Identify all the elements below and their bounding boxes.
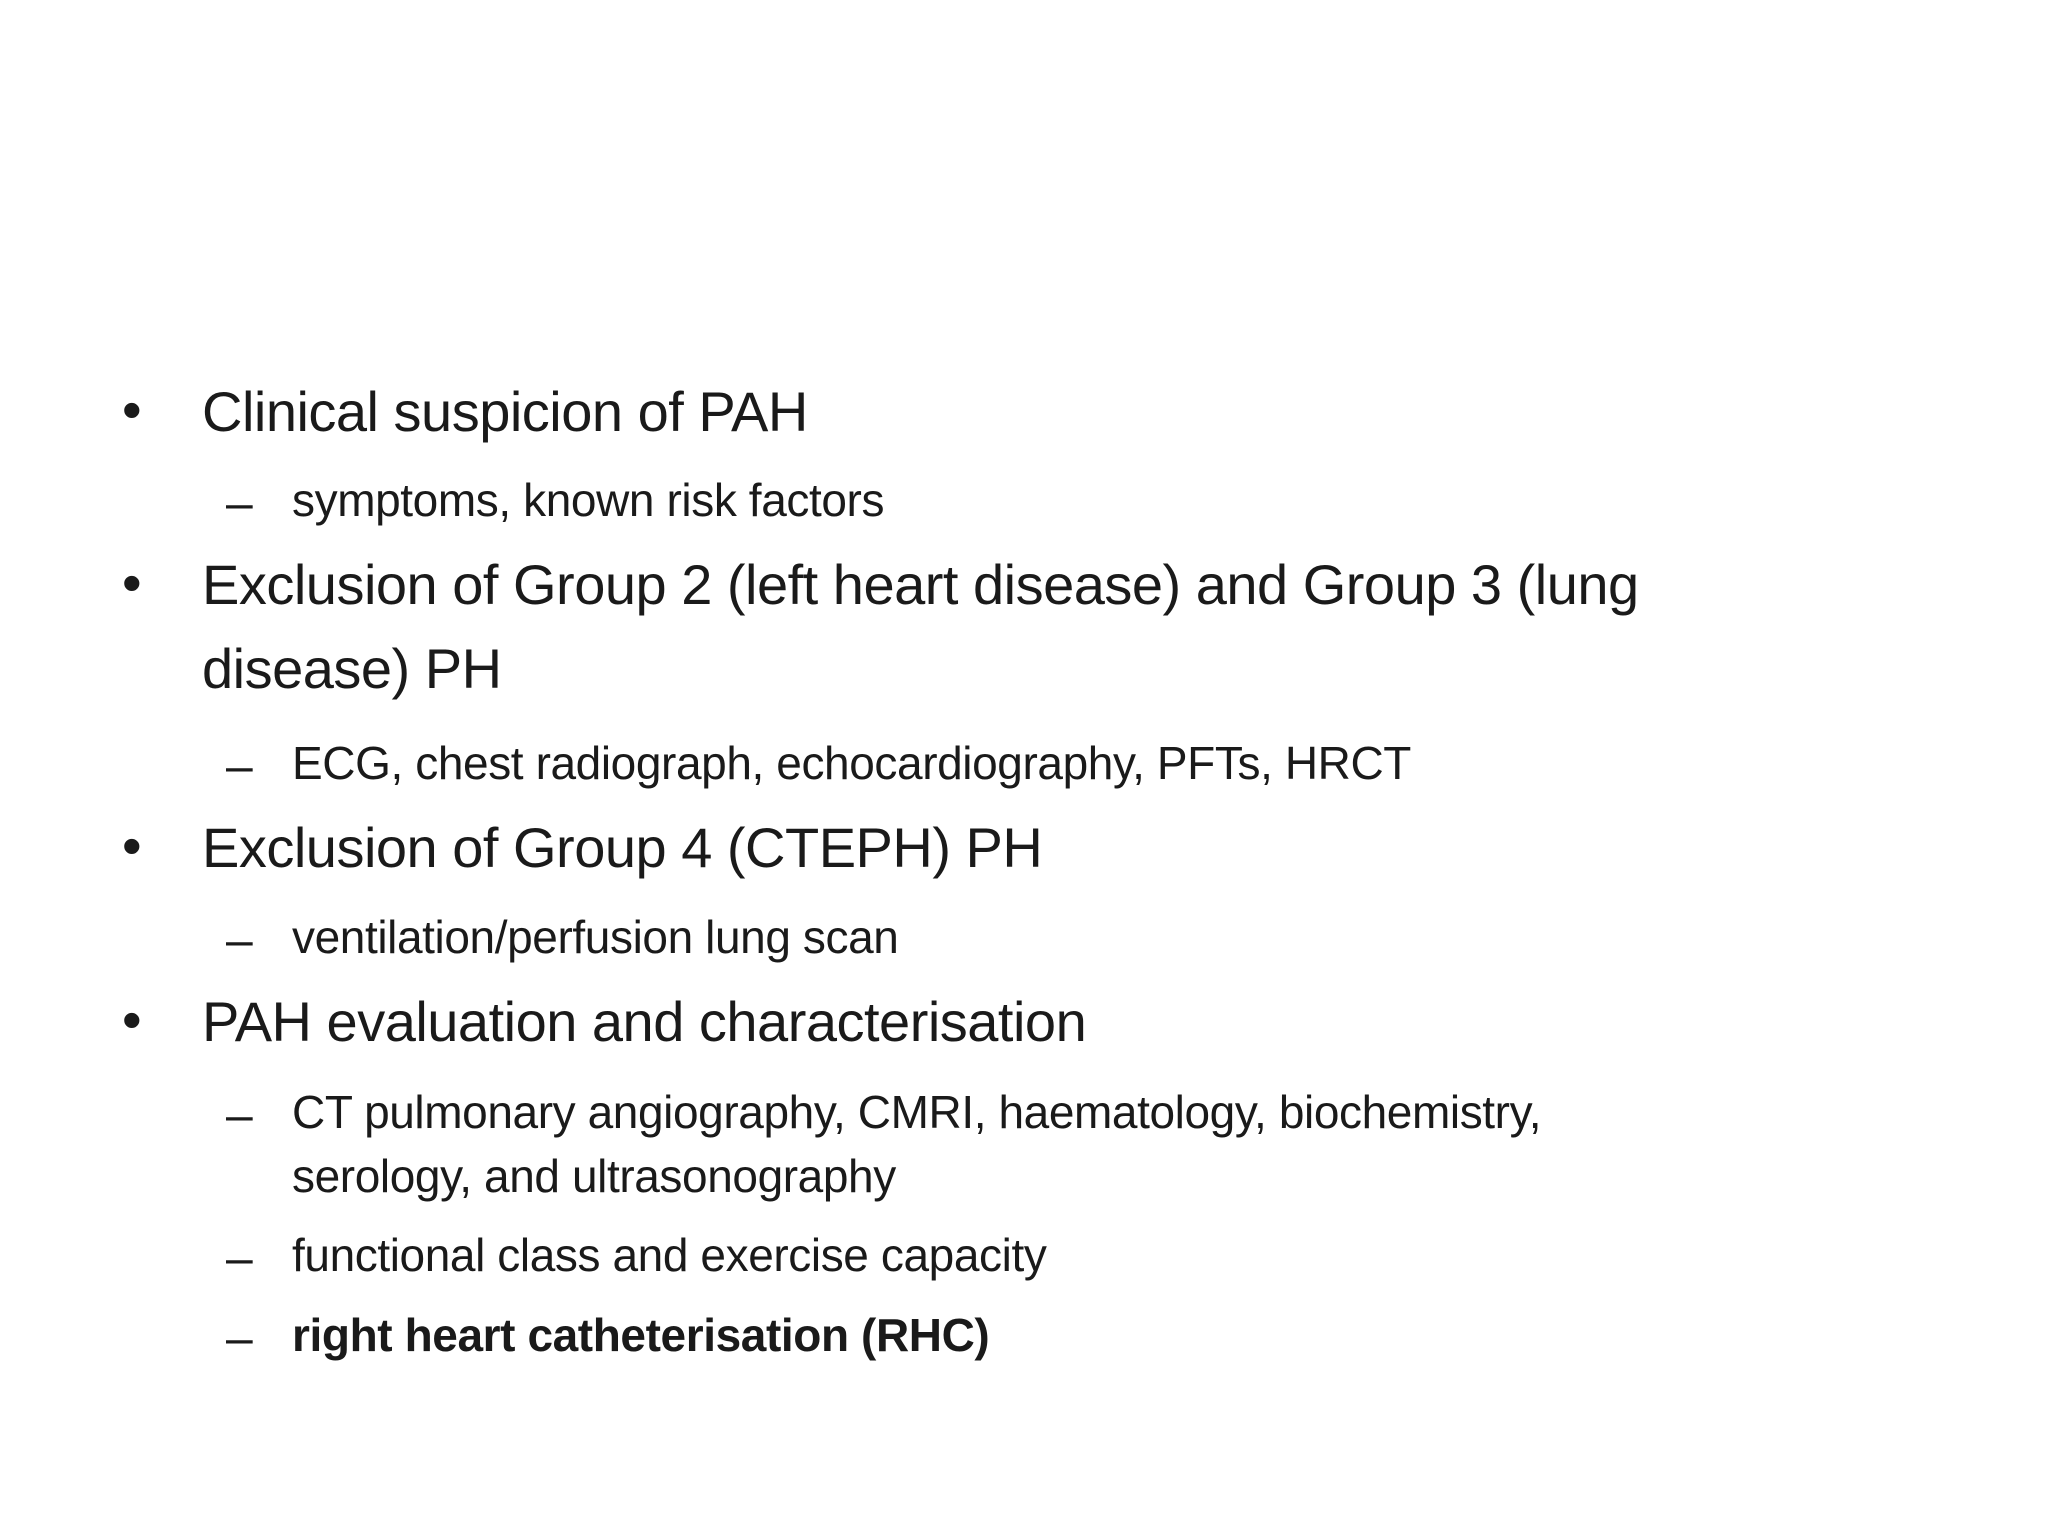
sub-bullet-marker: – — [226, 1232, 253, 1285]
sub-bullet-marker: – — [226, 477, 253, 530]
bullet-marker: • — [122, 988, 142, 1051]
bullet-marker: • — [122, 814, 142, 877]
sub-bullet-text: functional class and exercise capacity — [292, 1229, 1047, 1281]
bullet-text: PAH evaluation and characterisation — [202, 990, 1087, 1053]
bullet-text: Exclusion of Group 4 (CTEPH) PH — [202, 816, 1043, 879]
sub-bullet-marker: – — [226, 914, 253, 967]
sub-bullet-text: ECG, chest radiograph, echocardiography, PFTs, HRCT — [292, 737, 1411, 789]
sub-bullet-marker: – — [226, 1312, 253, 1365]
sub-bullet-text-bold: right heart catheterisation (RHC) — [292, 1309, 990, 1361]
bullet-marker: • — [122, 378, 142, 441]
sub-bullet-text: CT pulmonary angiography, CMRI, haematology, biochemistry, serology, and ultrasonography — [292, 1086, 1542, 1202]
sub-bullet-text: ventilation/perfusion lung scan — [292, 911, 899, 963]
sub-bullet-marker: – — [226, 740, 253, 793]
bullet-marker: • — [122, 551, 142, 614]
bullet-text: Exclusion of Group 2 (left heart disease) and Group 3 (lung disease) PH — [202, 553, 1639, 700]
bullet-text: Clinical suspicion of PAH — [202, 380, 808, 443]
sub-bullet-marker: – — [226, 1089, 253, 1142]
sub-bullet-text: symptoms, known risk factors — [292, 474, 885, 526]
